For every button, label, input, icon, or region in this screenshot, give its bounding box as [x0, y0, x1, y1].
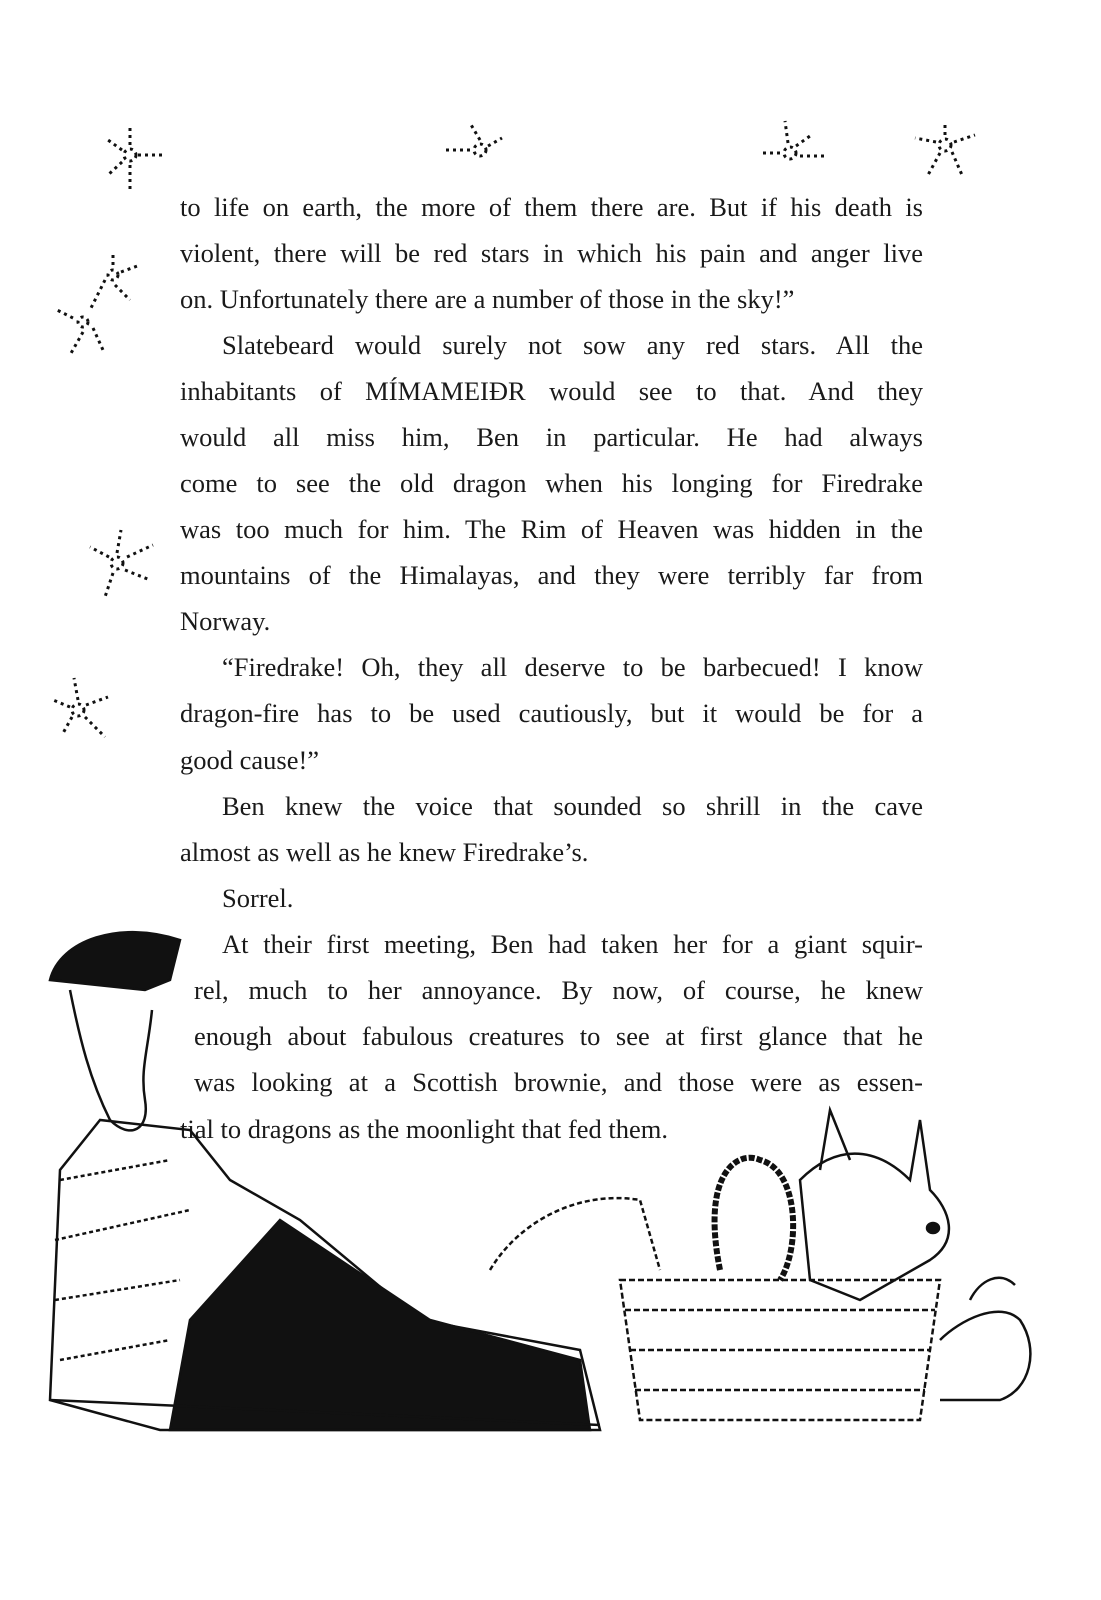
text-line: rel, much to her annoyance. By now, of course, he knew [194, 975, 923, 1005]
text-line: “Firedrake! Oh, they all deserve to be barbecued! I know [222, 652, 923, 682]
text-line: Ben knew the voice that sounded so shrill in the cave [222, 791, 923, 821]
text-line: good cause!” [180, 745, 320, 775]
text-line: Norway. [180, 606, 271, 636]
boy-basket-dog-illustration [40, 920, 1060, 1460]
text-line: Slatebeard would surely not sow any red stars. All the [222, 330, 923, 360]
text-line: inhabitants of MÍMAMEIÐR would see to that. And they [180, 376, 923, 406]
text-line: come to see the old dragon when his longing for Firedrake [180, 468, 923, 498]
star-sketch-icon [910, 120, 980, 180]
text-line: At their first meeting, Ben had taken her for a giant squir- [222, 929, 923, 959]
text-line: tial to dragons as the moonlight that fed them. [180, 1114, 668, 1144]
text-line: to life on earth, the more of them there are. But if his death is [180, 192, 923, 222]
text-line: was looking at a Scottish brownie, and those were as essen- [194, 1067, 923, 1097]
text-line: on. Unfortunately there are a number of those in the sky!” [180, 284, 795, 314]
star-sketch-icon [55, 250, 145, 360]
star-sketch-icon [85, 525, 160, 600]
text-line: would all miss him, Ben in particular. He had always [180, 422, 923, 452]
text-line: dragon-fire has to be used cautiously, but it would be for a [180, 698, 923, 728]
star-sketch-icon [760, 118, 830, 173]
star-sketch-icon [100, 120, 170, 195]
text-line: violent, there will be red stars in which his pain and anger live [180, 238, 923, 268]
text-line: enough about fabulous creatures to see at first glance that he [194, 1021, 923, 1051]
star-sketch-icon [50, 675, 115, 745]
text-line: almost as well as he knew Firedrake’s. [180, 837, 589, 867]
star-sketch-icon [440, 118, 505, 168]
text-line: Sorrel. [222, 883, 294, 913]
text-line: mountains of the Himalayas, and they were terribly far from [180, 560, 923, 590]
text-line: was too much for him. The Rim of Heaven was hidden in the [180, 514, 923, 544]
